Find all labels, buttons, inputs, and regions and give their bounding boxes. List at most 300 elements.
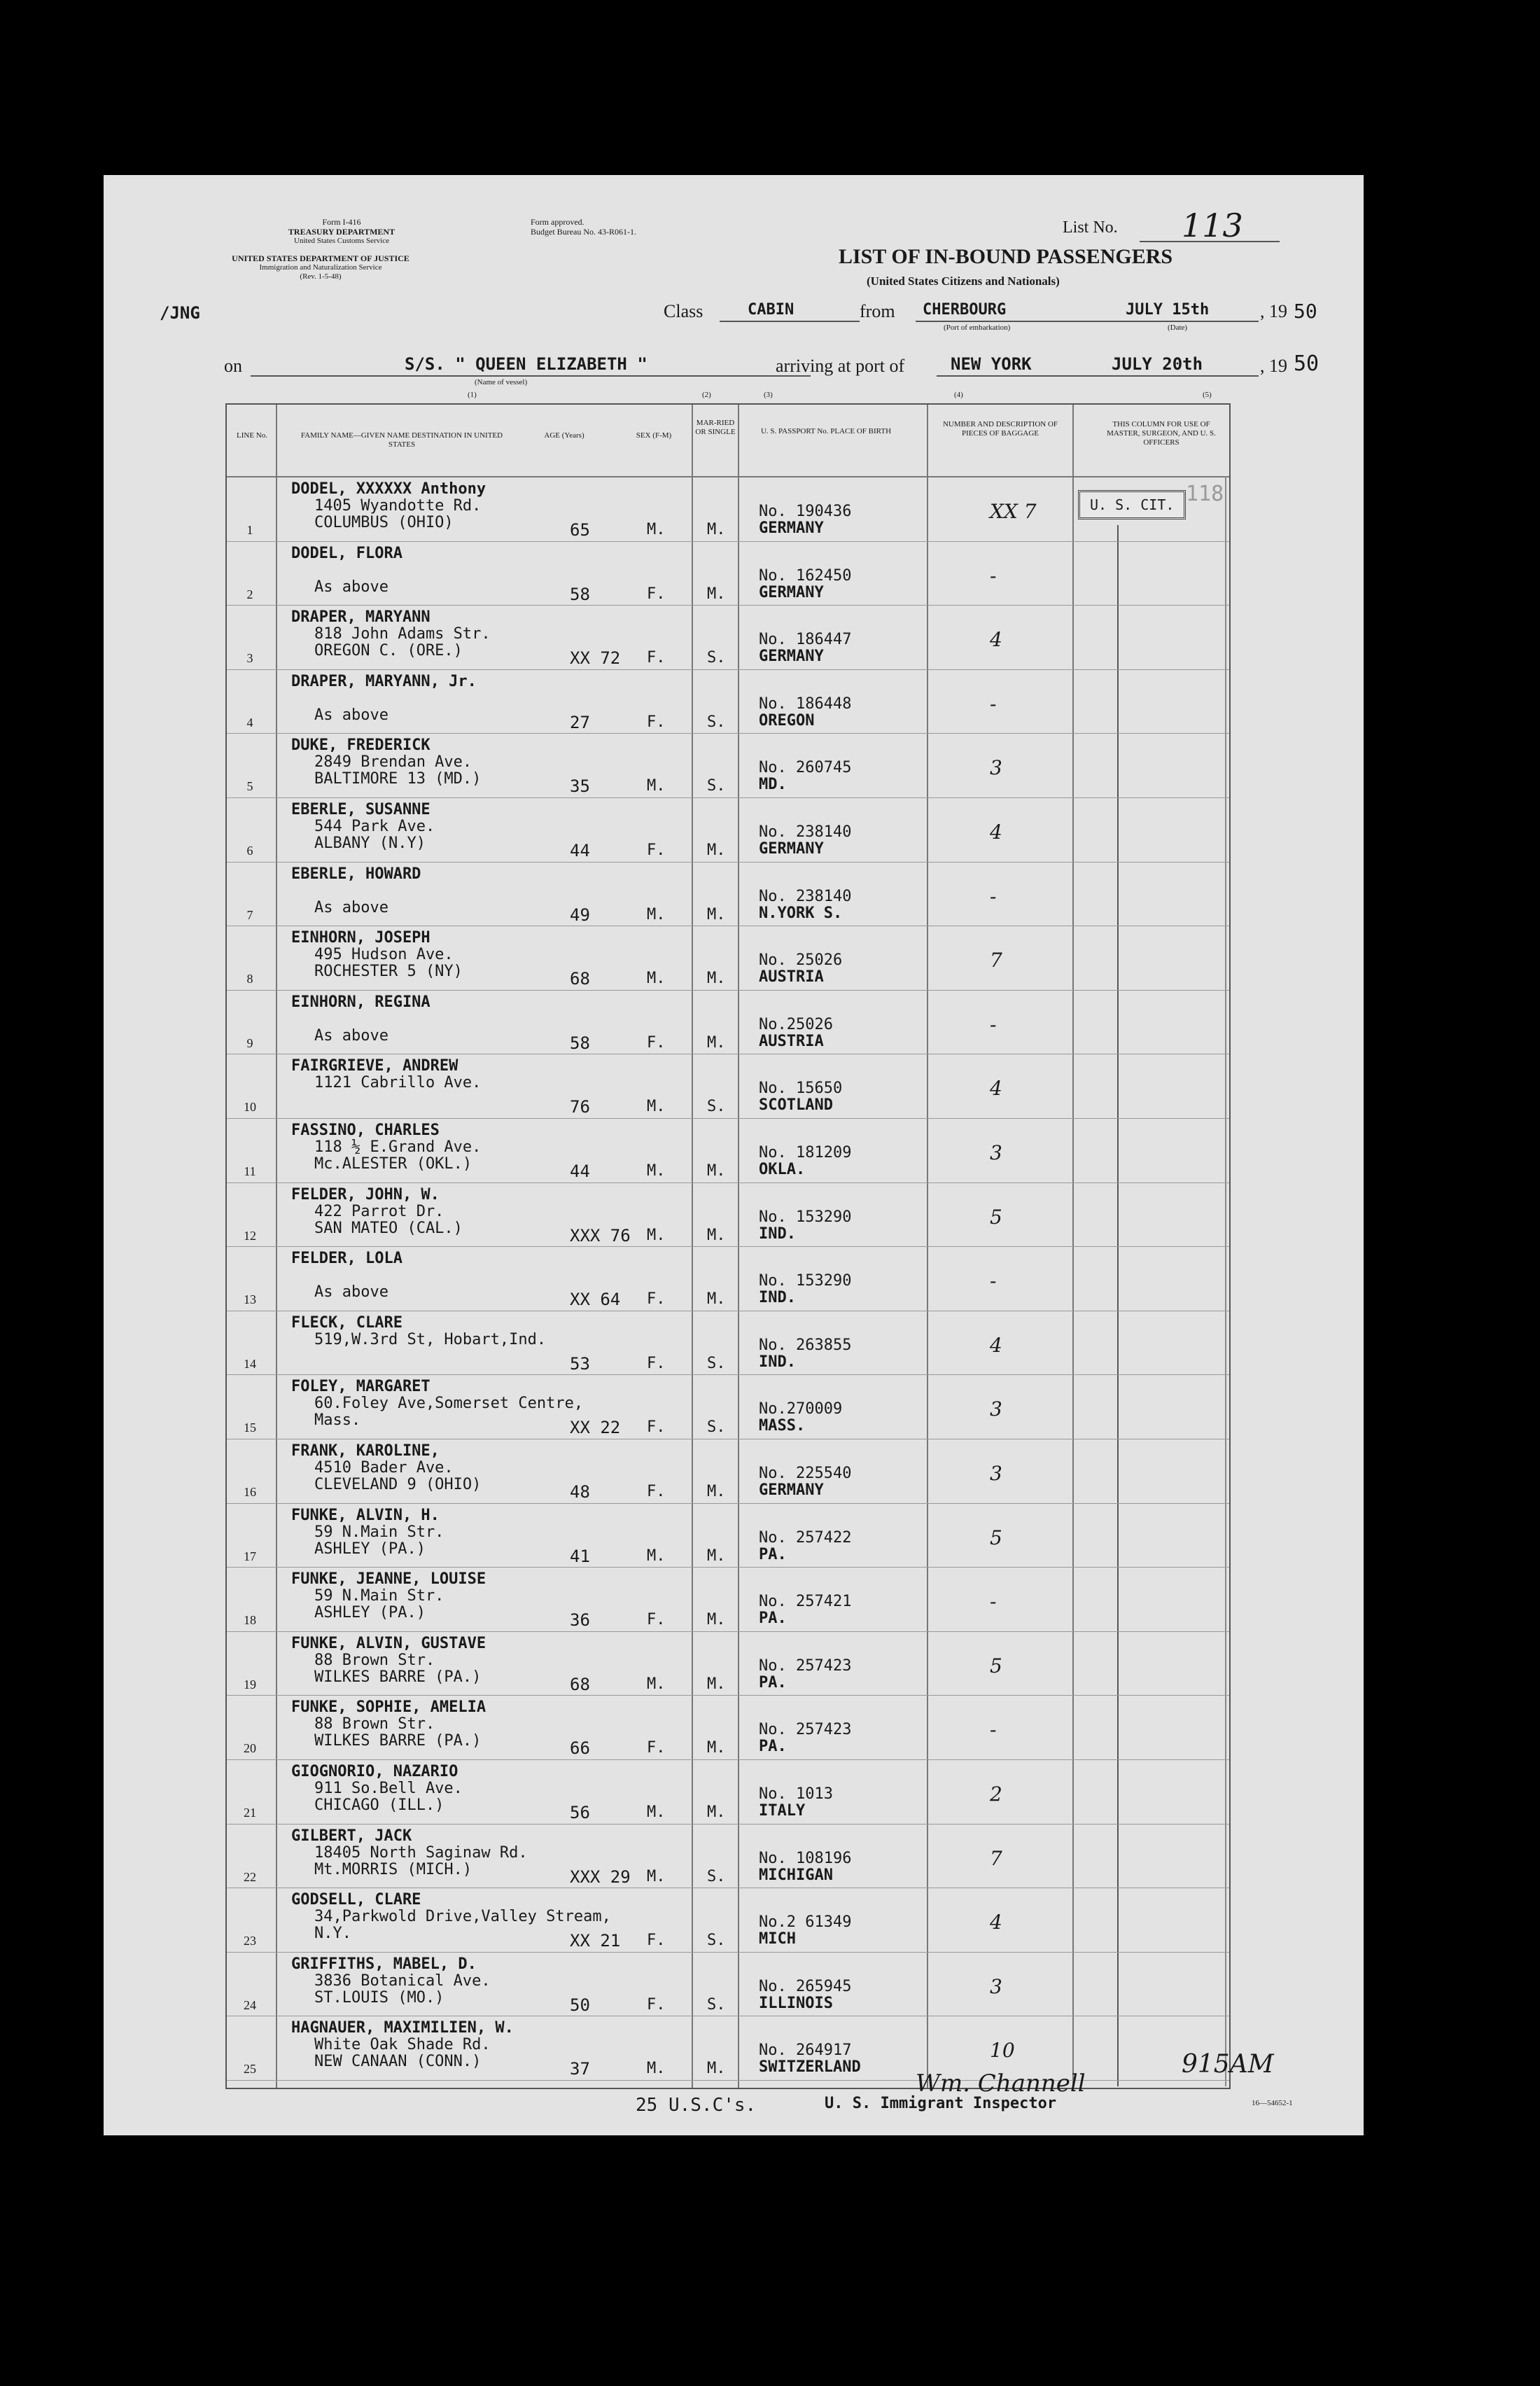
justice-block: UNITED STATES DEPARTMENT OF JUSTICE Immigration and Naturalization Service (Rev. 1-5-48) (232, 253, 410, 281)
sex-cell: M. (647, 777, 666, 795)
line-number: 14 (244, 1356, 256, 1371)
page-title: LIST OF IN-BOUND PASSENGERS (839, 245, 1173, 268)
sex-cell: M. (647, 970, 666, 988)
marital-cell: M. (707, 1162, 726, 1180)
table-row (227, 798, 1229, 863)
address-line: Mc.ALESTER (OKL.) (314, 1155, 472, 1173)
sex-cell: M. (647, 521, 666, 538)
age-cell: XX 21 (570, 1931, 621, 1951)
passenger-name: FOLEY, MARGARET (291, 1378, 430, 1396)
line-number: 7 (246, 907, 253, 922)
line-number: 3 (246, 651, 253, 666)
baggage-count: 5 (990, 1205, 1002, 1229)
passenger-name: EINHORN, REGINA (291, 993, 430, 1011)
line-number: 6 (246, 844, 253, 858)
baggage-count: 4 (990, 628, 1002, 652)
birth-place: MASS. (759, 1417, 806, 1435)
passenger-name: EINHORN, JOSEPH (291, 929, 430, 947)
birth-place: ITALY (759, 1802, 806, 1820)
baggage-count: - (990, 692, 997, 716)
birth-place: AUSTRIA (759, 968, 824, 986)
age-cell: 44 (570, 1161, 590, 1181)
address-line: SAN MATEO (CAL.) (314, 1219, 463, 1237)
age-cell: 50 (570, 1995, 590, 2015)
marital-cell: M. (707, 905, 726, 923)
us-cit-stamp: U. S. CIT. (1078, 490, 1186, 519)
birth-place: PA. (759, 1545, 787, 1563)
marital-cell: S. (707, 1995, 726, 2014)
baggage-count: XX 7 (990, 500, 1037, 523)
passport-number: No.25026 (759, 1015, 833, 1033)
table-row (227, 1311, 1229, 1376)
class-label: Class (664, 301, 704, 321)
depart-year-prefix: , 19 (1260, 301, 1287, 321)
sex-cell: F. (647, 1033, 666, 1052)
inspector-title: U. S. Immigrant Inspector (825, 2095, 1057, 2112)
baggage-count: 3 (990, 1462, 1002, 1485)
passenger-name: EBERLE, SUSANNE (291, 801, 430, 818)
passport-number: No. 108196 (759, 1849, 852, 1867)
marital-cell: M. (707, 1739, 726, 1757)
table-row (227, 1825, 1229, 1889)
marital-cell: S. (707, 1867, 726, 1885)
depart-date: JULY 15th (1126, 301, 1210, 319)
address-line: Mt.MORRIS (MICH.) (314, 1860, 472, 1878)
line-number: 24 (244, 1997, 256, 2012)
address-line: 1121 Cabrillo Ave. (314, 1074, 482, 1092)
line-number: 19 (244, 1677, 256, 1691)
age-cell: 68 (570, 1674, 590, 1694)
age-cell: 36 (570, 1610, 590, 1631)
address-line: ASHLEY (PA.) (314, 1540, 426, 1558)
line-number: 20 (244, 1741, 256, 1756)
marital-cell: M. (707, 2060, 726, 2078)
table-row (227, 542, 1229, 606)
line-number: 4 (246, 715, 253, 730)
date-caption: (Date) (1168, 323, 1188, 332)
table-row (227, 1888, 1229, 1953)
col-number: (2) (702, 391, 711, 399)
birth-place: PA. (759, 1610, 787, 1628)
line-number: 21 (244, 1806, 256, 1820)
age-cell: 27 (570, 712, 590, 732)
passport-number: No. 257423 (759, 1656, 852, 1675)
sex-cell: F. (647, 1354, 666, 1372)
sex-cell: F. (647, 1739, 666, 1757)
passenger-name: GIOGNORIO, NAZARIO (291, 1763, 458, 1780)
birth-place: IND. (759, 1225, 796, 1243)
table-row (227, 1247, 1229, 1311)
age-cell: XXX 76 (570, 1225, 631, 1246)
address-line: 88 Brown Str. (314, 1651, 435, 1669)
marital-cell: M. (707, 1033, 726, 1052)
marital-cell: S. (707, 1932, 726, 1950)
age-cell: 58 (570, 584, 590, 604)
baggage-count: 3 (990, 756, 1002, 780)
page-subtitle: (United States Citizens and Nationals) (867, 274, 1060, 288)
address-line: 519,W.3rd St, Hobart,Ind. (314, 1330, 547, 1348)
marital-cell: M. (707, 1611, 726, 1629)
address-line: WILKES BARRE (PA.) (314, 1732, 482, 1750)
baggage-count: 4 (990, 1077, 1002, 1101)
baggage-count: 3 (990, 1397, 1002, 1421)
passport-number: No. 265945 (759, 1977, 852, 1995)
address-line: WILKES BARRE (PA.) (314, 1668, 482, 1686)
inspector-signature: Wm. Channell (916, 2070, 1086, 2098)
address-line: ASHLEY (PA.) (314, 1604, 426, 1622)
sex-cell: M. (647, 2060, 666, 2078)
col-number: (3) (764, 391, 773, 399)
age-cell: 58 (570, 1033, 590, 1053)
line-number: 16 (244, 1485, 256, 1499)
header-passport: U. S. PASSPORT No. PLACE OF BIRTH (760, 427, 892, 435)
table-row (227, 1183, 1229, 1248)
address-line: As above (314, 578, 388, 596)
birth-place: GERMANY (759, 840, 824, 858)
sex-cell: M. (647, 1867, 666, 1885)
passport-number: No. 238140 (759, 823, 852, 841)
address-line: As above (314, 706, 388, 724)
header-married: MAR-RIED OR SINGLE (695, 419, 736, 436)
marital-cell: M. (707, 1226, 726, 1244)
arrival-year-prefix: , 19 (1260, 356, 1287, 376)
table-row (227, 1375, 1229, 1439)
line-number: 22 (244, 1869, 256, 1884)
age-cell: 68 (570, 969, 590, 989)
line-number: 25 (244, 2062, 256, 2077)
marital-cell: M. (707, 842, 726, 859)
address-line: 495 Hudson Ave. (314, 946, 454, 964)
age-cell: 56 (570, 1803, 590, 1822)
age-cell: 41 (570, 1546, 590, 1566)
sex-cell: M. (647, 1547, 666, 1565)
arrival-port: NEW YORK (951, 354, 1032, 374)
passport-number: No. 260745 (759, 759, 852, 777)
passenger-name: DODEL, FLORA (291, 544, 402, 562)
address-line: Mass. (314, 1411, 361, 1430)
port-caption: (Port of embarkation) (944, 323, 1011, 332)
form-id-block: Form I-416 TREASURY DEPARTMENT United States Customs Service (288, 217, 396, 245)
line-number: 8 (246, 972, 253, 986)
address-line: 59 N.Main Str. (314, 1523, 444, 1541)
address-line: As above (314, 898, 388, 916)
address-line: 60.Foley Ave,Somerset Centre, (314, 1395, 584, 1413)
passenger-name: FLECK, CLARE (291, 1313, 402, 1332)
baggage-count: 4 (990, 821, 1002, 844)
age-cell: 35 (570, 776, 590, 797)
address-line: 34,Parkwold Drive,Valley Stream, (314, 1908, 611, 1926)
baggage-count: 4 (990, 1911, 1002, 1934)
table-row (227, 863, 1229, 927)
birth-place: GERMANY (759, 519, 824, 537)
marital-cell: M. (707, 1675, 726, 1693)
passenger-name: FELDER, JOHN, W. (291, 1185, 440, 1204)
passport-number: No. 263855 (759, 1336, 852, 1354)
header-sex: SEX (F-M) (636, 431, 672, 440)
passport-number: No. 225540 (759, 1465, 852, 1482)
marital-cell: M. (707, 1547, 726, 1565)
address-line: N.Y. (314, 1925, 351, 1943)
address-line: 818 John Adams Str. (314, 625, 491, 643)
age-cell: 44 (570, 841, 590, 860)
sex-cell: F. (647, 585, 666, 603)
arrival-time-note: 915AM (1182, 2050, 1274, 2079)
baggage-count: - (990, 564, 997, 587)
passenger-name: FRANK, KAROLINE, (291, 1442, 440, 1460)
address-line: 88 Brown Str. (314, 1715, 435, 1733)
arriving-label: arriving at port of (776, 356, 905, 376)
line-number: 23 (244, 1934, 256, 1948)
baggage-count: 10 (990, 2039, 1015, 2063)
sex-cell: M. (647, 1675, 666, 1693)
line-number: 13 (244, 1292, 256, 1307)
passenger-name: GRIFFITHS, MABEL, D. (291, 1955, 477, 1973)
birth-place: GERMANY (759, 648, 824, 666)
sex-cell: M. (647, 905, 666, 923)
birth-place: AUSTRIA (759, 1032, 824, 1050)
marital-cell: M. (707, 1804, 726, 1821)
baggage-count: 3 (990, 1974, 1002, 1998)
list-no-value: 113 (1182, 207, 1243, 244)
marital-cell: M. (707, 1483, 726, 1500)
sex-cell: F. (647, 649, 666, 667)
baggage-count: 2 (990, 1782, 1002, 1806)
marital-cell: M. (707, 1290, 726, 1309)
age-cell: 76 (570, 1097, 590, 1117)
side-mark: /JNG (160, 303, 200, 323)
address-line: COLUMBUS (OHIO) (314, 514, 454, 531)
sex-cell: M. (647, 1804, 666, 1821)
birth-place: OKLA. (759, 1161, 806, 1178)
table-row (227, 991, 1229, 1055)
marital-cell: S. (707, 777, 726, 795)
address-line: 18405 North Saginaw Rd. (314, 1843, 528, 1862)
line-number: 18 (244, 1613, 256, 1628)
passenger-name: FASSINO, CHARLES (291, 1122, 440, 1139)
header-name: FAMILY NAME—GIVEN NAME DESTINATION IN UNITED STATES (300, 431, 503, 449)
passenger-name: DUKE, FREDERICK (291, 737, 430, 755)
address-line: As above (314, 1026, 388, 1045)
baggage-count: - (990, 884, 997, 908)
passenger-name: GILBERT, JACK (291, 1827, 412, 1845)
vessel-caption: (Name of vessel) (475, 378, 528, 386)
manifest-sheet (104, 175, 1364, 2135)
depart-year: 50 (1294, 300, 1317, 323)
passport-number: No.270009 (759, 1400, 843, 1418)
header-officers: THIS COLUMN FOR USE OF MASTER, SURGEON, AND U. S. OFFICERS (1107, 420, 1216, 447)
sex-cell: F. (647, 1418, 666, 1437)
passenger-name: DRAPER, MARYANN, Jr. (291, 672, 477, 690)
col-number: (4) (954, 391, 963, 399)
address-line: 59 N.Main Str. (314, 1587, 444, 1605)
baggage-count: 7 (990, 949, 1002, 972)
address-line: 2849 Brendan Ave. (314, 753, 472, 772)
line-number: 17 (244, 1549, 256, 1563)
col-number: (5) (1203, 391, 1212, 399)
passport-number: No. 153290 (759, 1272, 852, 1290)
address-line: As above (314, 1283, 388, 1302)
passenger-name: EBERLE, HOWARD (291, 865, 421, 883)
table-row (227, 1760, 1229, 1825)
address-line: CLEVELAND 9 (OHIO) (314, 1476, 482, 1493)
birth-place: PA. (759, 1738, 787, 1756)
table-row (227, 734, 1229, 798)
passenger-name: FELDER, LOLA (291, 1250, 402, 1268)
baggage-count: 3 (990, 1141, 1002, 1164)
birth-place: PA. (759, 1673, 787, 1691)
address-line: White Oak Shade Rd. (314, 2036, 491, 2054)
header-age: AGE (Years) (544, 431, 584, 440)
table-row (227, 1439, 1229, 1504)
address-line: 911 So.Bell Ave. (314, 1780, 463, 1797)
stamp-number: 118 (1186, 482, 1224, 506)
passport-number: No. 238140 (759, 887, 852, 905)
address-line: ST.LOUIS (MO.) (314, 1988, 444, 2007)
address-line: 1405 Wyandotte Rd. (314, 497, 482, 515)
age-cell: 66 (570, 1738, 590, 1759)
birth-place: SWITZERLAND (759, 2058, 861, 2077)
citizen-count: 25 U.S.C's. (636, 2095, 757, 2116)
class-value: CABIN (748, 301, 794, 319)
table-row (227, 1054, 1229, 1119)
birth-place: GERMANY (759, 583, 824, 601)
table-row (227, 1953, 1229, 2017)
birth-place: MICH (759, 1930, 796, 1948)
passenger-name: FUNKE, JEANNE, LOUISE (291, 1570, 486, 1589)
line-number: 5 (246, 779, 253, 794)
passenger-name: FAIRGRIEVE, ANDREW (291, 1057, 458, 1075)
line-number: 10 (244, 1100, 256, 1115)
birth-place: N.YORK S. (759, 904, 843, 922)
arrival-year: 50 (1294, 351, 1320, 376)
baggage-count: - (990, 1718, 997, 1742)
address-line: NEW CANAAN (CONN.) (314, 2053, 482, 2071)
marital-cell: M. (707, 970, 726, 988)
table-row (227, 1632, 1229, 1696)
baggage-count: 5 (990, 1526, 1002, 1549)
passenger-name: GODSELL, CLARE (291, 1891, 421, 1909)
address-line: 422 Parrot Dr. (314, 1202, 444, 1220)
marital-cell: M. (707, 585, 726, 603)
table-row (227, 926, 1229, 991)
address-line: 4510 Bader Ave. (314, 1459, 454, 1477)
approval-block: Form approved. Budget Bureau No. 43-R061-1. (531, 217, 636, 237)
age-cell: 49 (570, 905, 590, 925)
passport-number: No.2 61349 (759, 1913, 852, 1932)
on-label: on (224, 356, 242, 376)
baggage-count: 7 (990, 1846, 1002, 1870)
table-row (227, 1696, 1229, 1760)
address-line: ROCHESTER 5 (NY) (314, 963, 463, 981)
age-cell: XX 72 (570, 648, 621, 669)
baggage-count: - (990, 1269, 997, 1293)
age-cell: XX 64 (570, 1290, 621, 1310)
passenger-table (225, 403, 1231, 2089)
passport-number: No. 257421 (759, 1593, 852, 1611)
col-number: (1) (468, 391, 477, 399)
baggage-count: - (990, 1590, 997, 1614)
sex-cell: M. (647, 1162, 666, 1180)
sex-cell: F. (647, 1611, 666, 1629)
passport-number: No. 15650 (759, 1080, 843, 1098)
passenger-name: FUNKE, ALVIN, GUSTAVE (291, 1634, 486, 1652)
baggage-count: 5 (990, 1654, 1002, 1677)
arrival-date: JULY 20th (1112, 354, 1203, 374)
sex-cell: F. (647, 1932, 666, 1950)
passenger-name: DRAPER, MARYANN (291, 608, 430, 627)
sex-cell: F. (647, 713, 666, 731)
sex-cell: F. (647, 842, 666, 859)
passenger-name: DODEL, XXXXXX Anthony (291, 480, 486, 498)
passport-number: No. 257423 (759, 1721, 852, 1739)
birth-place: GERMANY (759, 1481, 824, 1499)
line-number: 12 (244, 1228, 256, 1243)
baggage-count: 4 (990, 1333, 1002, 1357)
marital-cell: S. (707, 1418, 726, 1437)
passport-number: No. 162450 (759, 566, 852, 585)
address-line: 118 ½ E.Grand Ave. (314, 1138, 482, 1156)
birth-place: IND. (759, 1289, 796, 1307)
address-line: OREGON C. (ORE.) (314, 642, 463, 660)
table-row (227, 1568, 1229, 1632)
birth-place: MICHIGAN (759, 1866, 833, 1884)
header-line: LINE No. (237, 431, 267, 440)
passport-number: No. 153290 (759, 1208, 852, 1226)
passport-number: No. 186448 (759, 695, 852, 713)
passenger-name: FUNKE, SOPHIE, AMELIA (291, 1698, 486, 1717)
sex-cell: F. (647, 1483, 666, 1500)
line-number: 15 (244, 1421, 256, 1435)
table-row (227, 1504, 1229, 1568)
marital-cell: M. (707, 521, 726, 538)
vessel-name: S/S. " QUEEN ELIZABETH " (405, 354, 648, 374)
marital-cell: S. (707, 1098, 726, 1116)
table-row (227, 606, 1229, 670)
address-line: 544 Park Ave. (314, 818, 435, 835)
address-line: 3836 Botanical Ave. (314, 1972, 491, 1990)
table-row (227, 477, 1229, 542)
sex-cell: M. (647, 1226, 666, 1244)
address-line: ALBANY (N.Y) (314, 835, 426, 852)
passenger-name: FUNKE, ALVIN, H. (291, 1506, 440, 1524)
table-row (227, 1119, 1229, 1183)
age-cell: XXX 29 (570, 1867, 631, 1887)
passport-number: No. 181209 (759, 1144, 852, 1161)
birth-place: ILLINOIS (759, 1994, 833, 2012)
birth-place: IND. (759, 1353, 796, 1371)
age-cell: 65 (570, 520, 590, 540)
passport-number: No. 264917 (759, 2042, 852, 2060)
birth-place: SCOTLAND (759, 1096, 833, 1115)
passenger-name: HAGNAUER, MAXIMILIEN, W. (291, 2019, 514, 2037)
birth-place: MD. (759, 776, 787, 794)
line-number: 9 (246, 1035, 253, 1050)
from-value: CHERBOURG (923, 301, 1007, 319)
passport-number: No. 190436 (759, 503, 852, 520)
line-number: 2 (246, 587, 253, 601)
marital-cell: S. (707, 713, 726, 731)
birth-place: OREGON (759, 711, 815, 730)
line-number: 1 (246, 523, 253, 537)
list-no-label: List No. (1063, 218, 1118, 237)
sex-cell: M. (647, 1098, 666, 1116)
passport-number: No. 25026 (759, 951, 843, 970)
age-cell: 48 (570, 1482, 590, 1502)
print-code: 16—54652-1 (1252, 2099, 1293, 2107)
age-cell: 37 (570, 2059, 590, 2079)
passport-number: No. 186447 (759, 631, 852, 649)
passport-number: No. 257422 (759, 1528, 852, 1547)
